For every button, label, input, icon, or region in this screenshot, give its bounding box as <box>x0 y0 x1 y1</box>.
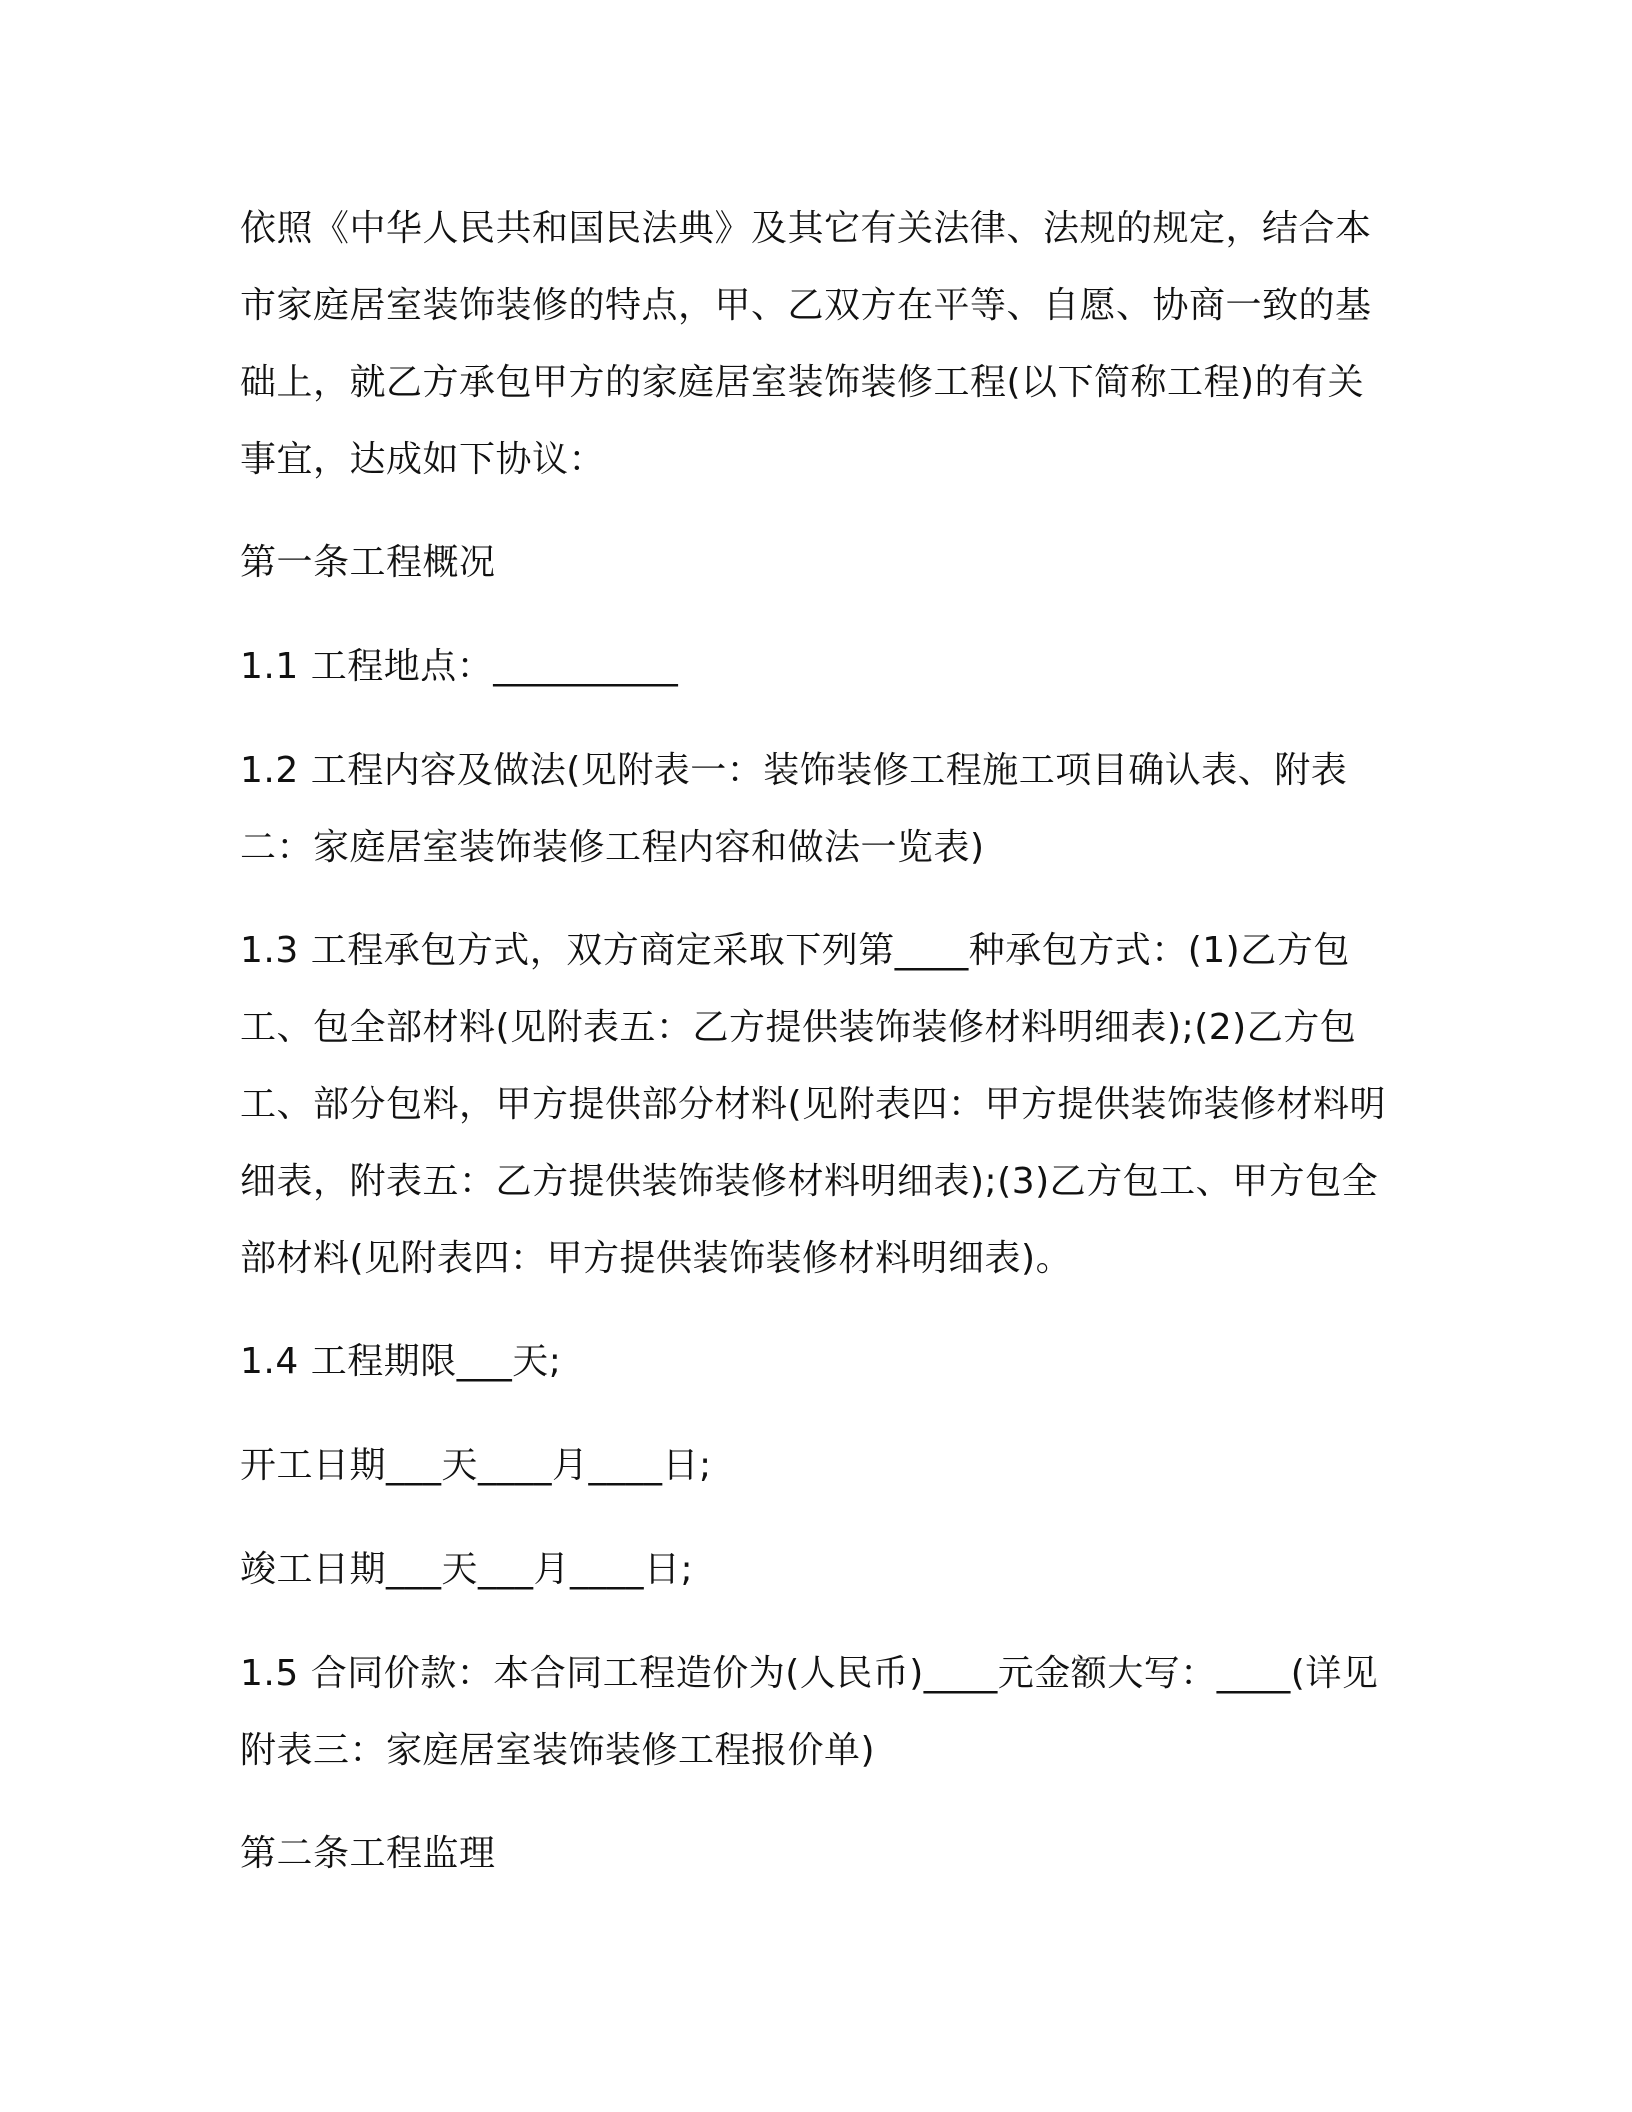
clause-1-4: 1.4 工程期限___天; <box>240 1341 562 1382</box>
clause-1-2: 1.2 工程内容及做法(见附表一：装饰装修工程施工项目确认表、附表二：家庭居室装饰装修工程内容和做法一览表) <box>240 750 1348 868</box>
start-date-line: 开工日期___天____月____日; <box>240 1445 712 1486</box>
completion-date-line: 竣工日期___天___月____日; <box>240 1549 694 1590</box>
clause-1-5: 1.5 合同价款：本合同工程造价为(人民币)____元金额大写：____(详见附表三：家庭居室装饰装修工程报价单) <box>240 1653 1379 1771</box>
clause-1-3: 1.3 工程承包方式，双方商定采取下列第____种承包方式：(1)乙方包工、包全部材料(见附表五：乙方提供装饰装修材料明细表);(2)乙方包工、部分包料，甲方提供部分材料(见附表四：甲方提供装饰装修材料明细表，附表五：乙方提供装饰装修材料明细表);(3)乙方包工、甲方包全部材料(见附表四：甲方提供装饰装修材料明细表)。 <box>240 930 1387 1279</box>
article-2-heading: 第二条工程监理 <box>240 1833 496 1874</box>
clause-1-1: 1.1 工程地点：__________ <box>240 646 679 687</box>
intro-paragraph: 依照《中华人民共和国民法典》及其它有关法律、法规的规定，结合本市家庭居室装饰装修的特点，甲、乙双方在平等、自愿、协商一致的基础上，就乙方承包甲方的家庭居室装饰装修工程(以下简称工程)的有关事宜，达成如下协议： <box>240 208 1372 480</box>
document-page <box>240 190 1390 1919</box>
article-1-heading: 第一条工程概况 <box>240 542 496 583</box>
